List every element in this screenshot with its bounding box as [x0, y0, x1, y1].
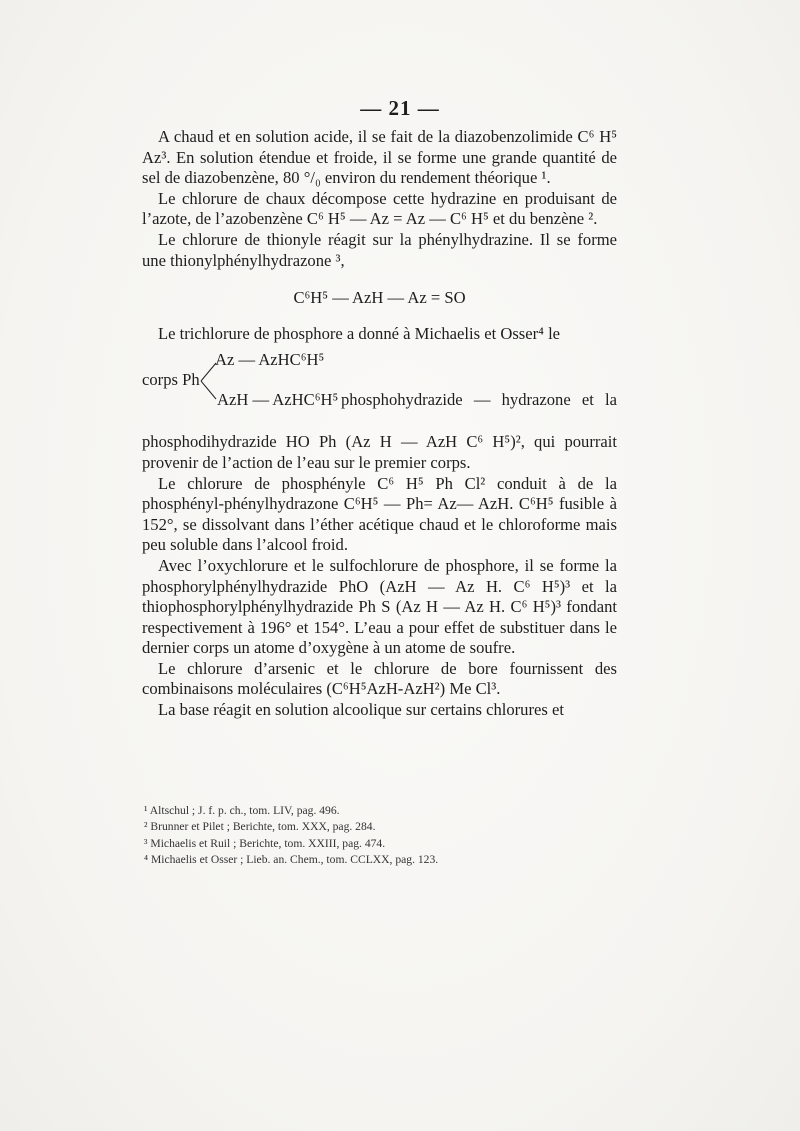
- footnote-mark: ¹: [144, 804, 148, 817]
- fork-corps-label: corps Ph: [142, 370, 200, 390]
- footnotes: [144, 803, 614, 869]
- paragraph-1: A chaud et en solution acide, il se fait de la diazobenzolimide C⁶ H⁵ Az³. En solution étendue et froide, il se forme une grande quantité de sel de diazobenzène, 80 °/₀ environ du rendement théorique ¹.: [142, 127, 617, 188]
- paragraph-2: Le chlorure de chaux décompose cette hydrazine en produisant de l’azote, de l’azobenzène C⁶ H⁵ — Az = Az — C⁶ H⁵ et du benzène ².: [142, 188, 617, 229]
- footnote-mark: ⁴: [144, 853, 149, 867]
- fork-bottom-branch: AzH — AzHC⁶H⁵: [217, 390, 339, 410]
- fork-tail-text: phosphohydrazide — hydrazone et la: [341, 390, 617, 410]
- paragraph-4: Le trichlorure de phosphore a donné à Michaelis et Osser⁴ le: [158, 323, 561, 343]
- footnote: [144, 836, 614, 852]
- footnote-mark: ³: [144, 836, 148, 850]
- footnote-text: Brunner et Pilet ; Berichte, tom. XXX, pag. 284.: [150, 820, 376, 834]
- main-text: [142, 127, 617, 721]
- page-number: — 21 —: [360, 96, 440, 120]
- footnote-text: Michaelis et Ruil ; Berichte, tom. XXIII, pag. 474.: [150, 836, 386, 850]
- formula-thionylphenylhydrazone: C⁶H⁵ — AzH — Az = SO: [293, 288, 466, 308]
- paragraph-7: Avec l’oxychlorure et le sulfochlorure de phosphore, il se forme la phosphorylphénylhydrazide PhO (AzH — Az H. C⁶ H⁵)³ et la thiophosphorylphénylhydrazide Ph S (Az H — Az H. C⁶ H⁵)³ fondant respectivement à 196° et 154°. L’eau a pour effet de substituer dans le dernier corps un atome d’oxygène à un atome de soufre.: [142, 555, 617, 658]
- footnote: [144, 852, 614, 868]
- fork-formula: [142, 350, 617, 412]
- footnote: [144, 819, 614, 835]
- fork-bottom-line: [217, 390, 617, 411]
- footnote-mark: ²: [144, 820, 148, 834]
- footnote: [144, 803, 614, 819]
- paragraph-8: Le chlorure d’arsenic et le chlorure de bore fournissent des combinaisons moléculaires (C⁶H⁵AzH-AzH²) Me Cl³.: [142, 658, 617, 699]
- footnote-text: Altschul ; J. f. p. ch., tom. LIV, pag. 496.: [149, 804, 340, 817]
- paragraph-5: phosphodihydrazide HO Ph (Az H — AzH C⁶ H⁵)², qui pourrait provenir de l’action de l’eau sur le premier corps.: [142, 432, 617, 472]
- paragraph-3: Le chlorure de thionyle réagit sur la phénylhydrazine. Il se forme une thionylphénylhydrazone ³,: [142, 229, 617, 270]
- paragraph-9: La base réagit en solution alcoolique sur certains chlorures et: [158, 700, 564, 720]
- paragraph-6: Le chlorure de phosphényle C⁶ H⁵ Ph Cl² conduit à de la phosphényl-phénylhydrazone C⁶H⁵ — Ph= Az— AzH. C⁶H⁵ fusible à 152°, se dissolvant dans l’éther acétique chaud et le chloroforme mais peu soluble dans l’alcool froid.: [142, 473, 617, 555]
- fork-top-branch: Az — AzHC⁶H⁵: [215, 350, 325, 370]
- footnote-text: Michaelis et Osser ; Lieb. an. Chem., tom. CCLXX, pag. 123.: [150, 853, 439, 867]
